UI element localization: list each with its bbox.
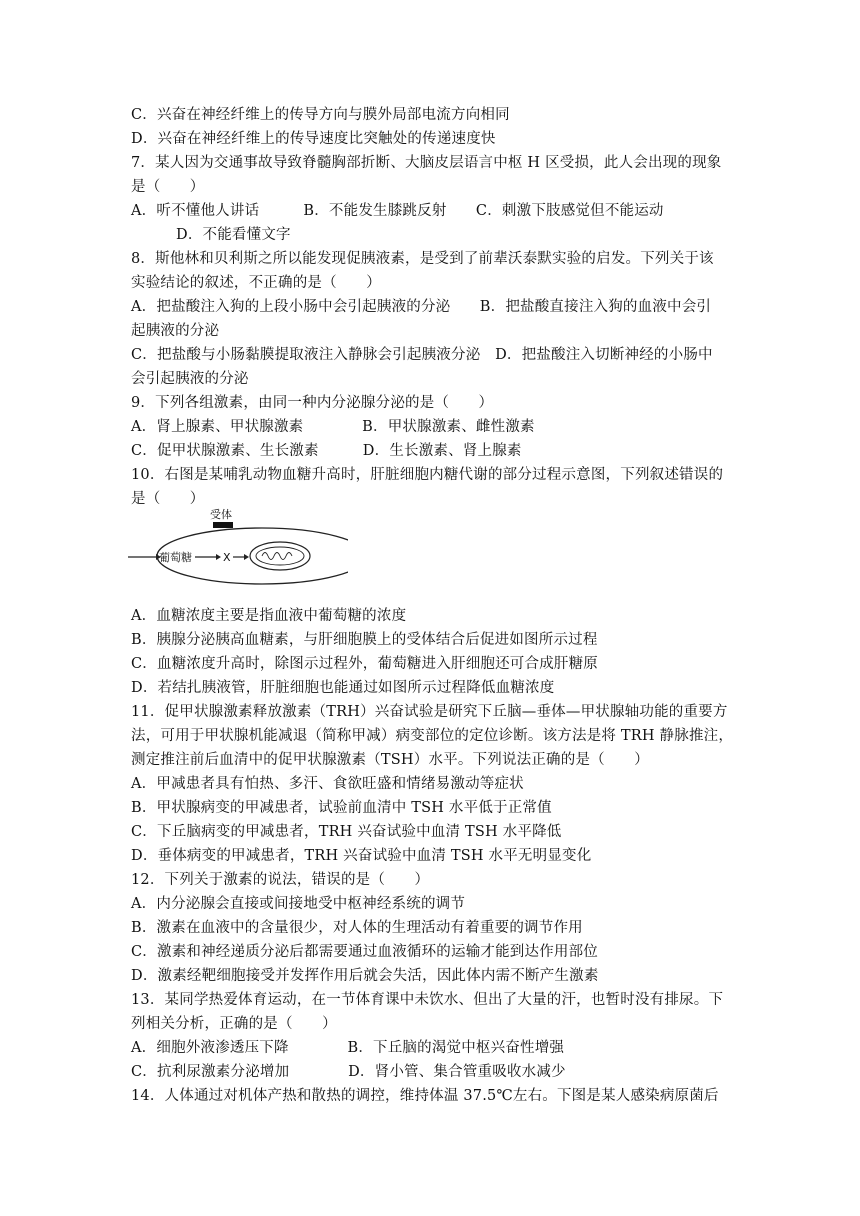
question-10-stem-cont: 是（ ） <box>131 491 205 507</box>
question-10-option-b: B．胰腺分泌胰高血糖素，与肝细胞膜上的受体结合后促进如图所示过程 <box>131 632 598 648</box>
option-6d: D．兴奋在神经纤维上的传导速度比突触处的传递速度快 <box>131 131 496 147</box>
receptor-mark <box>213 522 233 528</box>
question-12-stem: 12．下列关于激素的说法，错误的是（ ） <box>131 872 430 888</box>
question-11-option-d: D．垂体病变的甲减患者，TRH 兴奋试验中血清 TSH 水平无明显变化 <box>131 848 592 864</box>
question-13-stem: 13．某同学热爱体育运动，在一节体育课中未饮水、但出了大量的汗，也暂时没有排尿。下 <box>131 992 724 1008</box>
question-10-option-a: A．血糖浓度主要是指血液中葡萄糖的浓度 <box>131 608 407 624</box>
mitochondrion-shape <box>250 542 310 570</box>
question-8-stem-cont: 实验结论的叙述，不正确的是（ ） <box>131 275 381 291</box>
question-7-option-d: D．不能看懂文字 <box>176 227 291 243</box>
question-12-option-d: D．激素经靶细胞接受并发挥作用后就会失活，因此体内需不断产生激素 <box>131 968 599 984</box>
question-11-stem-cont1: 法，可用于甲状腺机能减退（简称甲减）病变部位的定位诊断。该方法是将 TRH 静脉推注， <box>131 728 734 744</box>
question-13-options-ab: A．细胞外液渗透压下降 B．下丘脑的渴觉中枢兴奋性增强 <box>131 1040 565 1056</box>
question-10-stem: 10．右图是某哺乳动物血糖升高时，肝脏细胞内糖代谢的部分过程示意图，下列叙述错误的 <box>131 467 724 483</box>
question-10-option-d: D．若结扎胰液管，肝脏细胞也能通过如图所示过程降低血糖浓度 <box>131 680 555 696</box>
question-13-stem-cont: 列相关分析，正确的是（ ） <box>131 1016 337 1032</box>
x-label: X <box>223 551 231 564</box>
question-8-options-ab: A．把盐酸注入狗的上段小肠中会引起胰液的分泌 B．把盐酸直接注入狗的血液中会引 <box>131 299 712 315</box>
receptor-label: 受体 <box>210 508 232 521</box>
question-9-stem: 9．下列各组激素，由同一种内分泌腺分泌的是（ ） <box>131 395 494 411</box>
arrow-to-x-head <box>216 554 221 560</box>
question-11-stem: 11．促甲状腺激素释放激素（TRH）兴奋试验是研究下丘脑—垂体—甲状腺轴功能的重要方 <box>131 704 728 720</box>
question-7-stem-cont: 是（ ） <box>131 179 205 195</box>
question-8-stem: 8．斯他林和贝利斯之所以能发现促胰液素，是受到了前辈沃泰默实验的启发。下列关于该 <box>131 251 714 267</box>
question-12-option-c: C．激素和神经递质分泌后都需要通过血液循环的运输才能到达作用部位 <box>131 944 598 960</box>
question-8-options-cd: C．把盐酸与小肠黏膜提取液注入静脉会引起胰液分泌 D．把盐酸注入切断神经的小肠中 <box>131 347 713 363</box>
question-7-options-abc: A．听不懂他人讲话 B．不能发生膝跳反射 C．刺激下肢感觉但不能运动 <box>131 203 664 219</box>
question-9-options-cd: C．促甲状腺激素、生长激素 D．生长激素、肾上腺素 <box>131 443 522 459</box>
question-12-option-a: A．内分泌腺会直接或间接地受中枢神经系统的调节 <box>131 896 466 912</box>
option-6c: C．兴奋在神经纤维上的传导方向与膜外局部电流方向相同 <box>131 107 510 123</box>
question-13-options-cd: C．抗利尿激素分泌增加 D．肾小管、集合管重吸收水减少 <box>131 1064 566 1080</box>
liver-cell-diagram <box>128 504 348 588</box>
question-11-stem-cont2: 测定推注前后血清中的促甲状腺激素（TSH）水平。下列说法正确的是（ ） <box>131 752 649 768</box>
question-11-option-c: C．下丘脑病变的甲减患者，TRH 兴奋试验中血清 TSH 水平降低 <box>131 824 562 840</box>
arrow-to-mito-head <box>244 554 249 560</box>
glucose-label: 葡萄糖 <box>159 551 192 564</box>
question-11-option-b: B．甲状腺病变的甲减患者，试验前血清中 TSH 水平低于正常值 <box>131 800 552 816</box>
question-8-options-cd-cont: 会引起胰液的分泌 <box>131 371 249 387</box>
question-11-option-a: A．甲减患者具有怕热、多汗、食欲旺盛和情绪易激动等症状 <box>131 776 524 792</box>
question-9-options-ab: A．肾上腺素、甲状腺激素 B．甲状腺激素、雌性激素 <box>131 419 535 435</box>
question-10-option-c: C．血糖浓度升高时，除图示过程外，葡萄糖进入肝细胞还可合成肝糖原 <box>131 656 598 672</box>
question-12-option-b: B．激素在血液中的含量很少，对人体的生理活动有着重要的调节作用 <box>131 920 583 936</box>
question-14-stem: 14．人体通过对机体产热和散热的调控，维持体温 37.5℃左右。下图是某人感染病原菌后 <box>131 1088 719 1104</box>
question-8-options-ab-cont: 起胰液的分泌 <box>131 323 220 339</box>
question-7-stem: 7．某人因为交通事故导致脊髓胸部折断、大脑皮层语言中枢 H 区受损，此人会出现的现象 <box>131 155 722 171</box>
